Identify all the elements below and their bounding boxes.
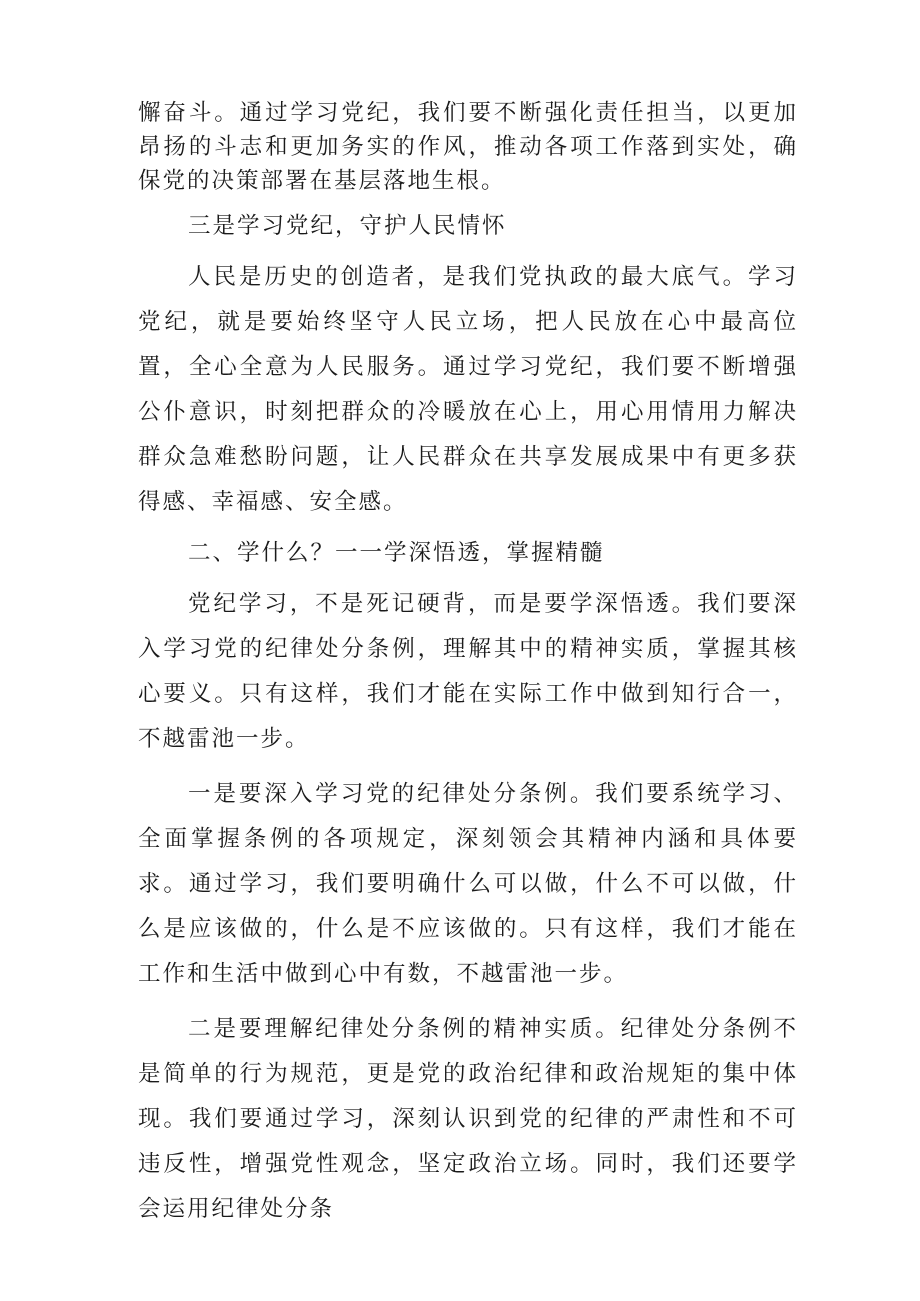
paragraph-people: 人民是历史的创造者，是我们党执政的最大底气。学习党纪，就是要始终坚守人民立场，把人民放在心中最高位置，全心全意为人民服务。通过学习党纪，我们要不断增强公仆意识，时刻把群众的冷暖放在心上，用心用情用力解决群众急难愁盼问题，让人民群众在共享发展成果中有更多获得感、幸福感、安全感。 <box>138 264 798 515</box>
paragraph-spirit: 二是要理解纪律处分条例的精神实质。纪律处分条例不是简单的行为规范，更是党的政治纪律和政治规矩的集中体现。我们要通过学习，深刻认识到党的纪律的严肃性和不可违反性，增强党性观念，坚定政治立场。同时，我们还要学会运用纪律处分条 <box>138 1016 798 1222</box>
paragraph-continuation: 懈奋斗。通过学习党纪，我们要不断强化责任担当，以更加昂扬的斗志和更加务实的作风，推动各项工作落到实处，确保党的决策部署在基层落地生根。 <box>138 100 798 194</box>
section-heading-what-to-learn: 二、学什么？一一学深悟透，掌握精髓 <box>188 540 605 566</box>
paragraph-regulations: 一是要深入学习党的纪律处分条例。我们要系统学习、全面掌握条例的各项规定，深刻领会其精神内涵和具体要求。通过学习，我们要明确什么可以做，什么不可以做，什么是应该做的，什么是不应该做的。只有这样，我们才能在工作和生活中做到心中有数，不越雷池一步。 <box>138 781 798 987</box>
paragraph-learning: 党纪学习，不是死记硬背，而是要学深悟透。我们要深入学习党的纪律处分条例，理解其中的精神实质，掌握其核心要义。只有这样，我们才能在实际工作中做到知行合一，不越雷池一步。 <box>138 591 798 752</box>
section-heading-people: 三是学习党纪，守护人民情怀 <box>188 213 507 239</box>
document-body <box>138 96 798 1232</box>
